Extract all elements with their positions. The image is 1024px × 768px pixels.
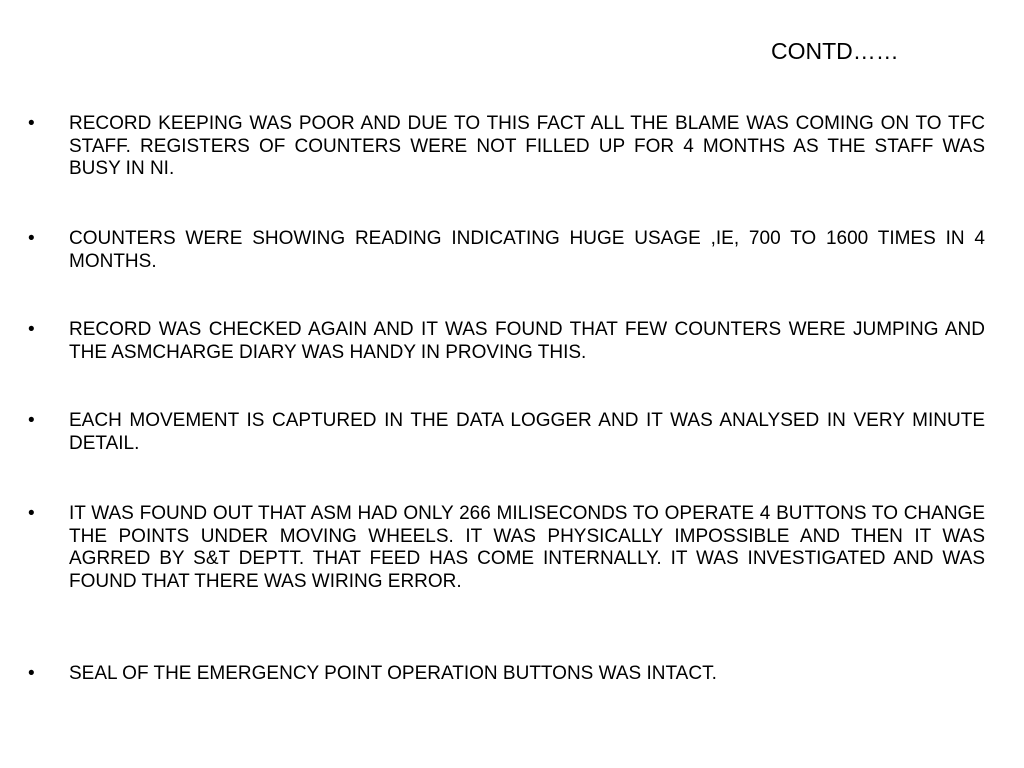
bullet-text: EACH MOVEMENT IS CAPTURED IN THE DATA LOGGER AND IT WAS ANALYSED IN VERY MINUTE DETAIL. [69, 410, 985, 454]
bullet-dot-icon: • [28, 663, 35, 684]
bullet-text: COUNTERS WERE SHOWING READING INDICATING HUGE USAGE ,IE, 700 TO 1600 TIMES IN 4 MONTHS. [69, 228, 985, 272]
bullet-text: RECORD KEEPING WAS POOR AND DUE TO THIS FACT ALL THE BLAME WAS COMING ON TO TFC STAFF. REGISTERS OF COUNTERS WERE NOT FILLED UP FOR 4 MONTHS AS THE STAFF WAS BUSY IN NI. [69, 113, 985, 179]
slide-title: CONTD…… [771, 38, 899, 64]
bullet-dot-icon: • [28, 410, 35, 431]
bullet-text: RECORD WAS CHECKED AGAIN AND IT WAS FOUND THAT FEW COUNTERS WERE JUMPING AND THE ASMCHARGE DIARY WAS HANDY IN PROVING THIS. [69, 319, 985, 363]
bullet-dot-icon: • [28, 503, 35, 524]
bullet-dot-icon: • [28, 228, 35, 249]
bullet-text: IT WAS FOUND OUT THAT ASM HAD ONLY 266 MILISECONDS TO OPERATE 4 BUTTONS TO CHANGE THE POINTS UNDER MOVING WHEELS. IT WAS PHYSICALLY IMPOSSIBLE AND THEN IT WAS AGRRED BY S&T DEPTT. THAT FEED HAS COME INTERNALLY. IT WAS INVESTIGATED AND WAS FOUND THAT THERE WAS WIRING ERROR. [69, 503, 985, 592]
bullet-dot-icon: • [28, 319, 35, 340]
bullet-text: SEAL OF THE EMERGENCY POINT OPERATION BUTTONS WAS INTACT. [69, 663, 717, 684]
bullet-dot-icon: • [28, 113, 35, 134]
